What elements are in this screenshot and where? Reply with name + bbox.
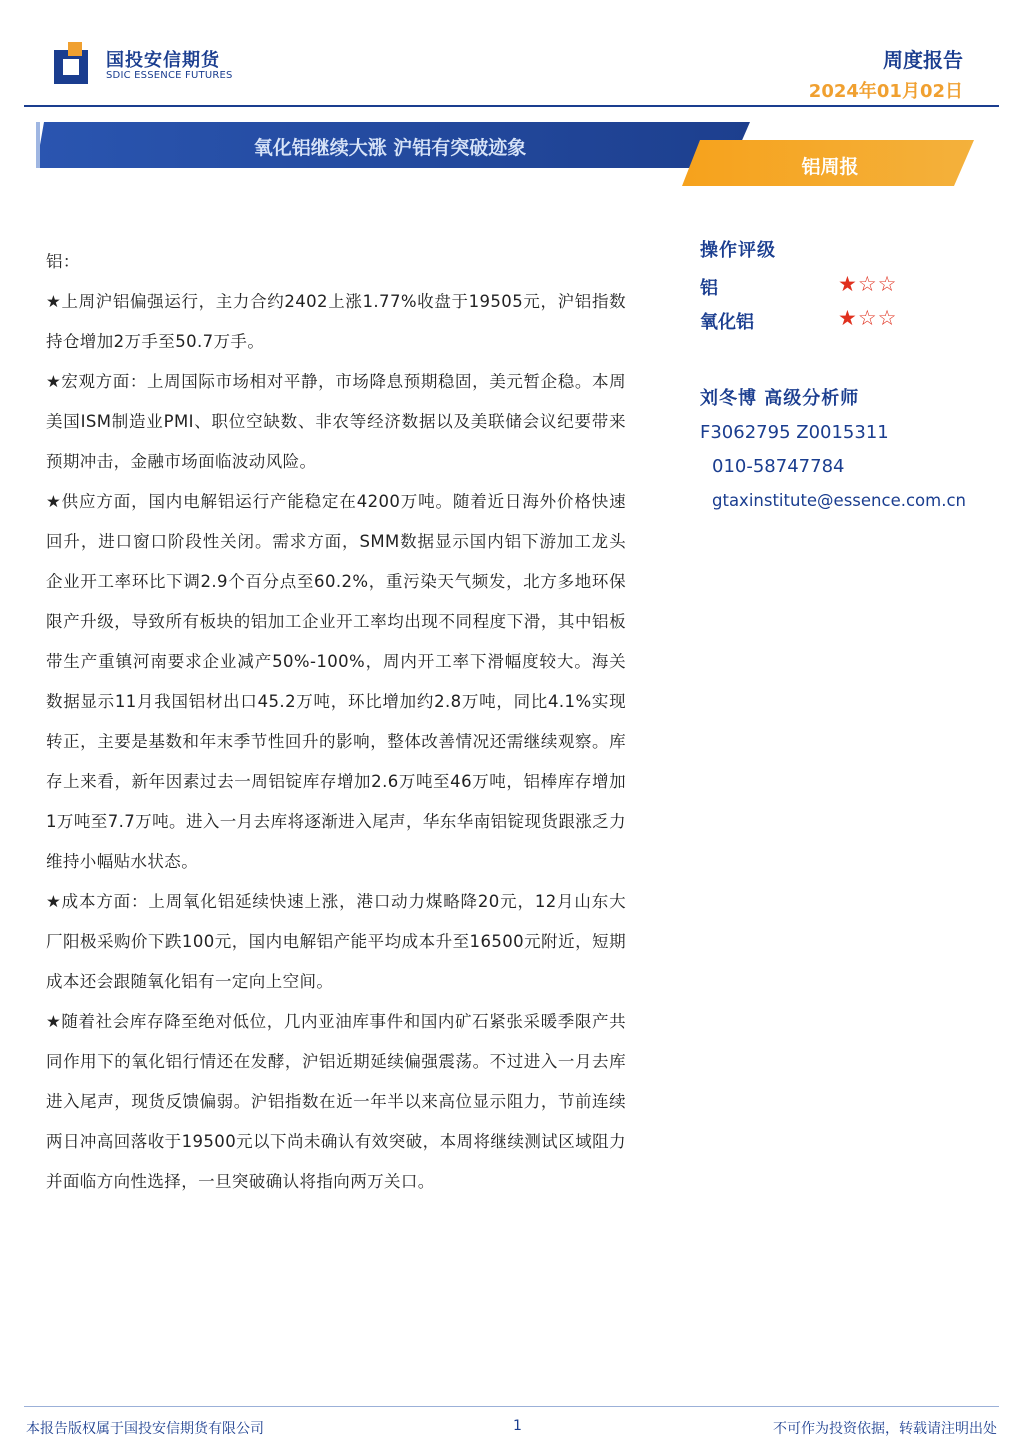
footer-copyright: 本报告版权属于国投安信期货有限公司 [26, 1421, 264, 1437]
rating-row-alumina [700, 304, 1025, 338]
paragraph-cost: ★成本方面：上周氧化铝延续快速上涨，港口动力煤略降20元，12月山东大厂阳极采购价下跌100元，国内电解铝产能平均成本升至16500元附近，短期成本还会跟随氧化铝有一定向上空间。 [46, 892, 626, 991]
rating-name: 氧化铝 [700, 312, 754, 333]
paragraph-macro: ★宏观方面：上周国际市场相对平静，市场降息预期稳固，美元暂企稳。本周美国ISM制造业PMI、职位空缺数、非农等经济数据以及美联储会议纪要带来预期冲击，金融市场面临波动风险。 [46, 372, 626, 471]
section-heading: 铝： [46, 252, 80, 271]
rating-row-aluminum [700, 270, 1025, 304]
analyst-email[interactable]: gtaxinstitute@essence.com.cn [712, 491, 966, 510]
report-category-tag: 铝周报 [801, 156, 859, 178]
paragraph-summary: ★上周沪铝偏强运行，主力合约2402上涨1.77%收盘于19505元，沪铝指数持仓增加2万手至50.7万手。 [46, 292, 626, 351]
report-title: 氧化铝继续大涨 沪铝有突破迹象 [253, 137, 527, 159]
paragraph-outlook: ★随着社会库存降至绝对低位，几内亚油库事件和国内矿石紧张采暖季限产共同作用下的氧化铝行情还在发酵，沪铝近期延续偏强震荡。不过进入一月去库进入尾声，现货反馈偏弱。沪铝指数在近一年半以来高位显示阻力，节前连续两日冲高回落收于19500元以下尚未确认有效突破，本周将继续测试区域阻力并面临方向性选择，一旦突破确认将指向两万关口。 [46, 1012, 626, 1191]
company-logo [54, 42, 244, 88]
rating-stars: ★☆☆ [838, 272, 898, 296]
analyst-license: F3062795 Z0015311 [700, 422, 889, 443]
paragraph-supply-demand: ★供应方面，国内电解铝运行产能稳定在4200万吨。随着近日海外价格快速回升，进口窗口阶段性关闭。需求方面，SMM数据显示国内铝下游加工龙头企业开工率环比下调2.9个百分点至60.2%，重污染天气频发，北方多地环保限产升级，导致所有板块的铝加工企业开工率均出现不同程度下滑，其中铝板带生产重镇河南要求企业减产50%-100%，周内开工率下滑幅度较大。海关数据显示11月我国铝材出口45.2万吨，环比增加约2.8万吨，同比4.1%实现转正，主要是基数和年末季节性回升的影响，整体改善情况还需继续观察。库存上来看，新年因素过去一周铝锭库存增加2.6万吨至46万吨，铝棒库存增加1万吨至7.7万吨。进入一月去库将逐渐进入尾声，华东华南铝锭现货跟涨乏力维持小幅贴水状态。 [46, 492, 626, 871]
rating-title: 操作评级 [700, 240, 776, 261]
logo-mark-icon [54, 42, 96, 84]
sidebar [700, 236, 1025, 518]
header-divider [24, 105, 999, 107]
rating-name: 铝 [700, 278, 718, 299]
report-type-label: 周度报告 [883, 48, 963, 72]
footer-divider [24, 1406, 999, 1407]
logo-text-en: SDIC ESSENCE FUTURES [106, 70, 233, 81]
analyst-name: 刘冬博 高级分析师 [700, 388, 860, 409]
logo-text-cn: 国投安信期货 [106, 50, 220, 71]
footer-disclaimer: 不可作为投资依据，转载请注明出处 [773, 1421, 997, 1437]
report-body [46, 242, 626, 1202]
page-number: 1 [513, 1418, 522, 1434]
rating-stars: ★☆☆ [838, 306, 898, 330]
report-date: 2024年01月02日 [808, 81, 963, 102]
analyst-phone: 010-58747784 [712, 456, 845, 477]
